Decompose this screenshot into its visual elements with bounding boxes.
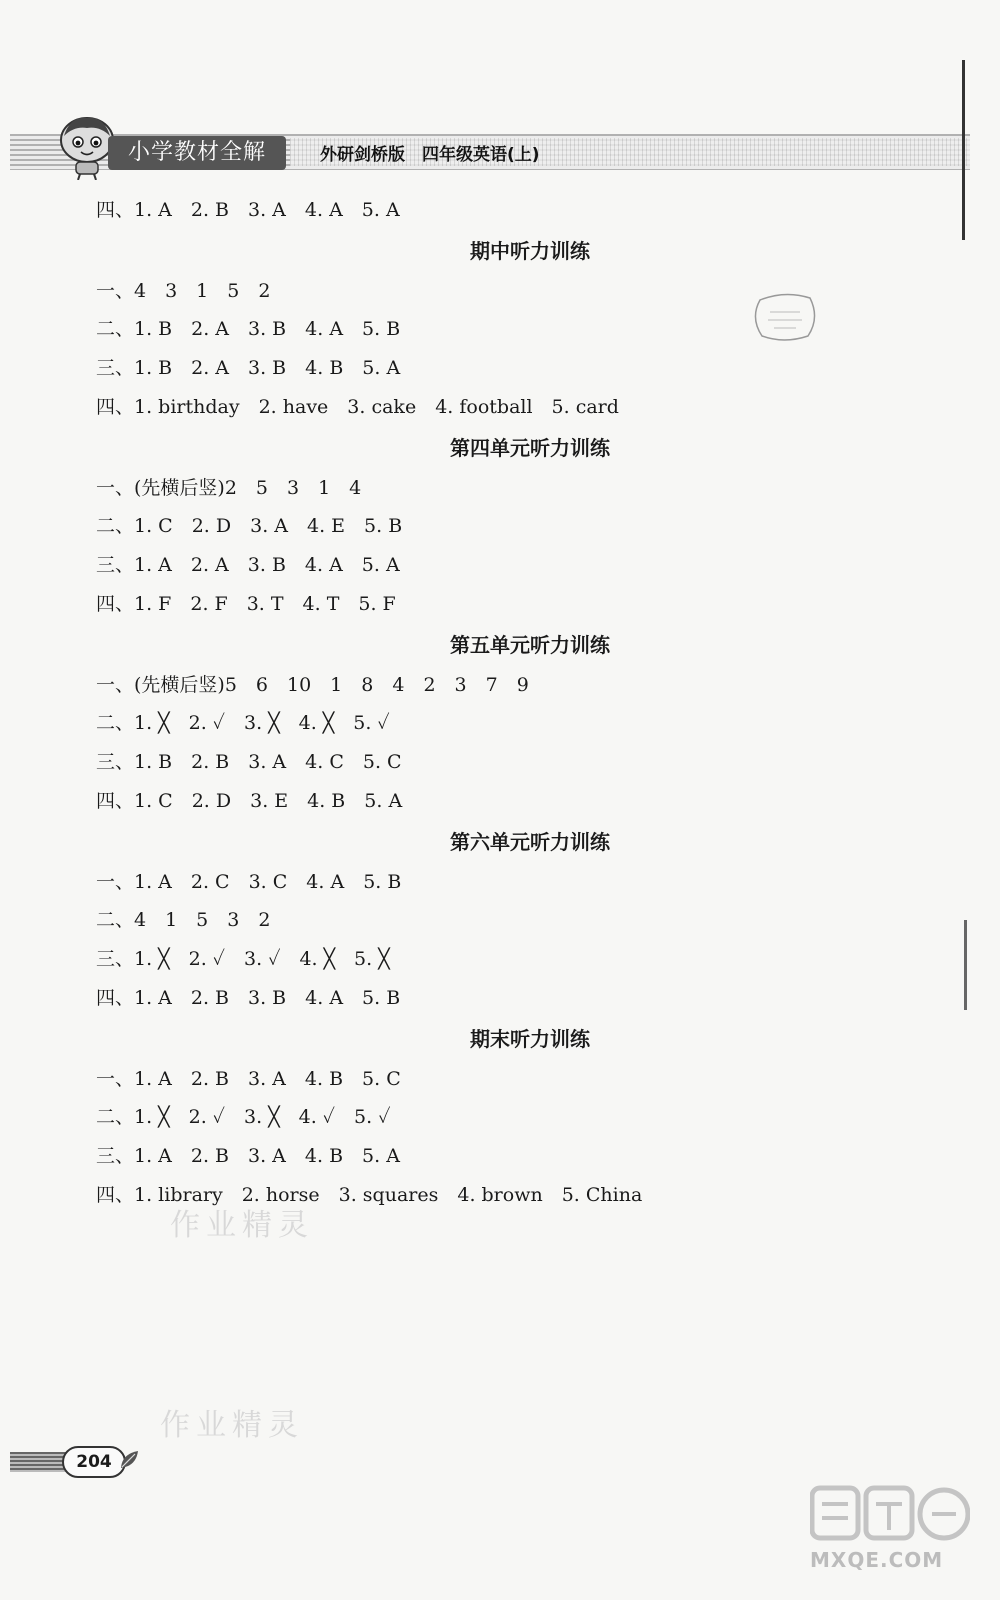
stamp-icon	[750, 290, 820, 344]
answer-line: 一、1. A 2. C 3. C 4. A 5. B	[96, 871, 402, 893]
answer-line: 二、1. ╳ 2. ✓ 3. ╳ 4. ✓ 5. ✓	[96, 1106, 391, 1128]
section-heading	[0, 238, 1000, 264]
edge-rule	[962, 60, 965, 240]
answer-line: 三、1. B 2. B 3. A 4. C 5. C	[96, 751, 402, 773]
answer-line: 一、1. A 2. B 3. A 4. B 5. C	[96, 1068, 401, 1090]
answer-line: 二、1. ╳ 2. ✓ 3. ╳ 4. ╳ 5. ✓	[96, 712, 390, 734]
page-header	[10, 128, 970, 176]
answer-line: 三、1. A 2. A 3. B 4. A 5. A	[96, 554, 400, 576]
section-heading	[0, 1026, 1000, 1052]
section-heading-text: 期末听力训练	[470, 1027, 590, 1051]
answer-line: 二、1. B 2. A 3. B 4. A 5. B	[96, 318, 401, 340]
book-title: 小学教材全解	[108, 136, 286, 170]
section-heading	[0, 829, 1000, 855]
site-url: MXQE.COM	[810, 1548, 944, 1572]
edition-label: 外研剑桥版 四年级英语(上)	[320, 145, 540, 165]
answer-line: 二、4 1 5 3 2	[96, 909, 271, 931]
section-heading	[0, 435, 1000, 461]
page-number: 204	[62, 1446, 126, 1478]
answer-line: 三、1. B 2. A 3. B 4. B 5. A	[96, 357, 401, 379]
section-heading-text: 第六单元听力训练	[450, 830, 610, 854]
answer-line: 一、(先横后竖)2 5 3 1 4	[96, 477, 362, 499]
edge-rule-lower	[964, 920, 967, 1010]
answer-line: 四、1. A 2. B 3. A 4. A 5. A	[96, 199, 400, 221]
section-heading-text: 第四单元听力训练	[450, 436, 610, 460]
site-logo-icon	[810, 1478, 970, 1548]
answer-line: 一、(先横后竖)5 6 10 1 8 4 2 3 7 9	[96, 674, 529, 696]
watermark-text: 作业精灵	[170, 1208, 314, 1243]
watermark-text: 作业精灵	[160, 1408, 304, 1443]
answer-line: 三、1. A 2. B 3. A 4. B 5. A	[96, 1145, 400, 1167]
section-heading	[0, 632, 1000, 658]
answer-line: 四、1. F 2. F 3. T 4. T 5. F	[96, 593, 396, 615]
answer-line: 四、1. A 2. B 3. B 4. A 5. B	[96, 987, 401, 1009]
section-heading-text: 期中听力训练	[470, 239, 590, 263]
answer-line: 四、1. library 2. horse 3. squares 4. brown 5. China	[96, 1184, 643, 1206]
answer-line: 一、4 3 1 5 2	[96, 280, 271, 302]
answer-line: 三、1. ╳ 2. ✓ 3. ✓ 4. ╳ 5. ╳	[96, 948, 390, 970]
answer-line: 四、1. birthday 2. have 3. cake 4. football 5. card	[96, 396, 619, 418]
answer-line: 四、1. C 2. D 3. E 4. B 5. A	[96, 790, 403, 812]
leaf-icon	[118, 1448, 142, 1472]
answer-line: 二、1. C 2. D 3. A 4. E 5. B	[96, 515, 403, 537]
section-heading-text: 第五单元听力训练	[450, 633, 610, 657]
